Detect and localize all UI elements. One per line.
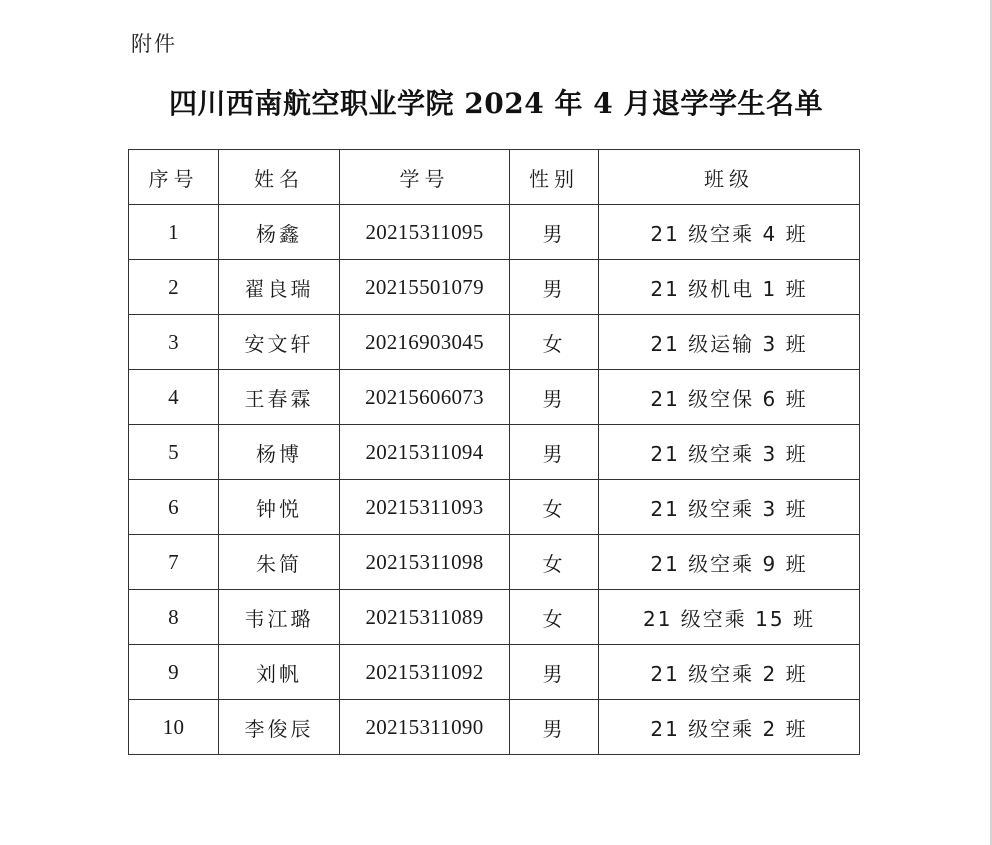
table-row — [129, 480, 860, 535]
table-row — [129, 700, 860, 755]
attachment-label: 附件 — [131, 32, 177, 56]
table-row — [129, 315, 860, 370]
cell-name: 王春霖 — [219, 370, 340, 425]
table-row — [129, 370, 860, 425]
cell-name: 杨鑫 — [219, 205, 340, 260]
cell-name: 杨博 — [219, 425, 340, 480]
cell-student-id: 20215311089 — [340, 590, 510, 645]
cell-student-id: 20215311094 — [340, 425, 510, 480]
cell-name: 钟悦 — [219, 480, 340, 535]
cell-name: 安文轩 — [219, 315, 340, 370]
cell-class: 21 级空乘 3 班 — [599, 425, 860, 480]
cell-class: 21 级机电 1 班 — [599, 260, 860, 315]
withdrawal-student-table — [128, 149, 860, 755]
cell-index: 7 — [129, 535, 219, 590]
cell-class: 21 级空乘 4 班 — [599, 205, 860, 260]
cell-class: 21 级空乘 15 班 — [599, 590, 860, 645]
cell-index: 2 — [129, 260, 219, 315]
cell-class: 21 级空乘 2 班 — [599, 700, 860, 755]
cell-student-id: 20215501079 — [340, 260, 510, 315]
cell-student-id: 20216903045 — [340, 315, 510, 370]
cell-gender: 男 — [510, 645, 599, 700]
table-row — [129, 535, 860, 590]
cell-index: 9 — [129, 645, 219, 700]
table-row — [129, 645, 860, 700]
cell-student-id: 20215311090 — [340, 700, 510, 755]
cell-name: 朱简 — [219, 535, 340, 590]
cell-index: 3 — [129, 315, 219, 370]
cell-name: 李俊辰 — [219, 700, 340, 755]
cell-student-id: 20215606073 — [340, 370, 510, 425]
cell-index: 1 — [129, 205, 219, 260]
cell-name: 翟良瑞 — [219, 260, 340, 315]
cell-gender: 女 — [510, 315, 599, 370]
header-name: 姓名 — [219, 150, 340, 205]
cell-class: 21 级空乘 3 班 — [599, 480, 860, 535]
cell-class: 21 级空乘 2 班 — [599, 645, 860, 700]
cell-gender: 男 — [510, 700, 599, 755]
cell-student-id: 20215311095 — [340, 205, 510, 260]
cell-student-id: 20215311098 — [340, 535, 510, 590]
cell-gender: 女 — [510, 590, 599, 645]
cell-gender: 男 — [510, 205, 599, 260]
cell-name: 韦江璐 — [219, 590, 340, 645]
document-title: 四川西南航空职业学院 2024 年 4 月退学学生名单 — [169, 87, 823, 120]
cell-name: 刘帆 — [219, 645, 340, 700]
cell-index: 5 — [129, 425, 219, 480]
cell-gender: 男 — [510, 260, 599, 315]
cell-student-id: 20215311092 — [340, 645, 510, 700]
cell-class: 21 级空乘 9 班 — [599, 535, 860, 590]
cell-index: 8 — [129, 590, 219, 645]
header-index: 序号 — [129, 150, 219, 205]
header-student-id: 学号 — [340, 150, 510, 205]
cell-class: 21 级运输 3 班 — [599, 315, 860, 370]
table-row — [129, 260, 860, 315]
cell-gender: 男 — [510, 370, 599, 425]
table-row — [129, 205, 860, 260]
cell-gender: 女 — [510, 535, 599, 590]
cell-student-id: 20215311093 — [340, 480, 510, 535]
cell-class: 21 级空保 6 班 — [599, 370, 860, 425]
cell-gender: 女 — [510, 480, 599, 535]
table-header-row — [129, 150, 860, 205]
cell-index: 4 — [129, 370, 219, 425]
header-gender: 性别 — [510, 150, 599, 205]
header-class: 班级 — [599, 150, 860, 205]
cell-index: 6 — [129, 480, 219, 535]
table-row — [129, 425, 860, 480]
cell-index: 10 — [129, 700, 219, 755]
table-row — [129, 590, 860, 645]
cell-gender: 男 — [510, 425, 599, 480]
